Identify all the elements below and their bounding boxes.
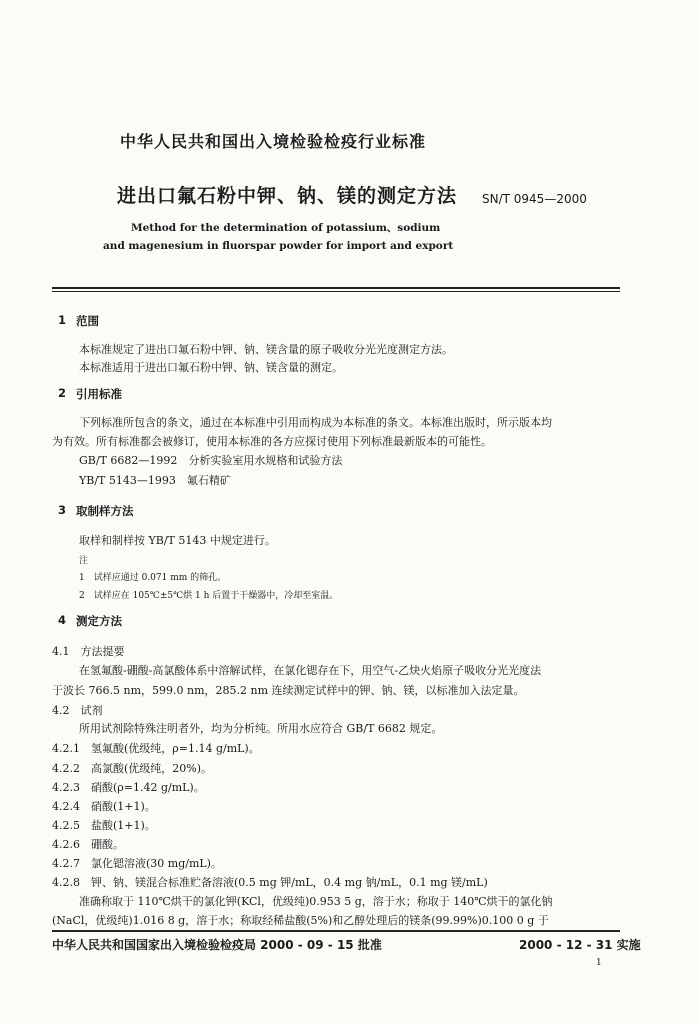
reagent-4-2-7: 4.2.7 氯化锶溶液(30 mg/mL)。 xyxy=(52,857,222,870)
reagent-4-2-3: 4.2.3 硝酸(ρ=1.42 g/mL)。 xyxy=(52,781,205,794)
section-2-para-line-1: 下列标准所包含的条文，通过在本标准中引用而构成为本标准的条文。本标准出版时，所示版本均 xyxy=(79,416,552,429)
section-2-title: 引用标准 xyxy=(76,387,122,401)
section-1-para-1: 本标准规定了进出口氟石粉中钾、钠、镁含量的原子吸收分光光度测定方法。 xyxy=(79,343,453,356)
reagent-4-2-4: 4.2.4 硝酸(1+1)。 xyxy=(52,800,156,813)
subsection-4-2-para: 所用试剂除特殊注明者外，均为分析纯。所用水应符合 GB/T 6682 规定。 xyxy=(79,722,443,735)
section-1-para-2: 本标准适用于进出口氟石粉中钾、钠、镁含量的测定。 xyxy=(79,361,343,374)
standard-title: 中华人民共和国出入境检验检疫行业标准 xyxy=(120,132,427,151)
english-title-line-1: Method for the determination of potassium、sodium xyxy=(131,222,441,234)
reagent-4-2-1: 4.2.1 氢氟酸(优级纯，ρ=1.14 g/mL)。 xyxy=(52,742,260,755)
section-2-para-line-2: 为有效。所有标准都会被修订，使用本标准的各方应探讨使用下列标准最新版本的可能性。 xyxy=(52,435,492,448)
section-3-para-1: 取样和制样按 YB/T 5143 中规定进行。 xyxy=(79,534,276,547)
standard-code: SN/T 0945—2000 xyxy=(482,192,587,206)
section-1-number: 1 xyxy=(58,313,67,327)
reagent-4-2-5: 4.2.5 盐酸(1+1)。 xyxy=(52,819,156,832)
section-3-note-2: 2 试样应在 105℃±5℃烘 1 h 后置于干燥器中，冷却至室温。 xyxy=(79,591,339,601)
section-3-note-label: 注 xyxy=(79,556,89,566)
footer-rule xyxy=(52,930,620,932)
footer-approval: 中华人民共和国国家出入境检验检疫局 2000 - 09 - 15 批准 xyxy=(52,938,382,952)
subsection-4-2-heading: 4.2 试剂 xyxy=(52,704,103,717)
section-3-number: 3 xyxy=(58,503,67,517)
reagent-4-2-8: 4.2.8 钾、钠、镁混合标准贮备溶液(0.5 mg 钾/mL，0.4 mg 钠/mL，0.1 mg 镁/mL) xyxy=(52,876,488,889)
reagent-4-2-8-para-line-2: (NaCl，优级纯)1.016 8 g，溶于水；称取经稀盐酸(5%)和乙醇处理后的镁条(99.99%)0.100 0 g 于 xyxy=(52,914,549,927)
section-2-reference-2: YB/T 5143—1993 氟石精矿 xyxy=(79,474,231,487)
reagent-4-2-8-para-line-1: 准确称取于 110℃烘干的氯化钾(KCl，优级纯)0.953 5 g，溶于水；称取于 140℃烘干的氯化钠 xyxy=(79,895,553,908)
section-4-title: 测定方法 xyxy=(76,614,122,628)
reagent-4-2-6: 4.2.6 硼酸。 xyxy=(52,838,124,851)
page-number: 1 xyxy=(596,958,602,968)
header-rule-thick xyxy=(52,287,620,289)
reagent-4-2-2: 4.2.2 高氯酸(优级纯，20%)。 xyxy=(52,762,213,775)
document-title: 进出口氟石粉中钾、钠、镁的测定方法 xyxy=(117,185,458,207)
subsection-4-1-para-line-2: 于波长 766.5 nm，599.0 nm，285.2 nm 连续测定试样中的钾、钠、镁，以标准加入法定量。 xyxy=(52,684,525,697)
section-3-title: 取制样方法 xyxy=(76,504,134,518)
subsection-4-1-heading: 4.1 方法提要 xyxy=(52,645,125,658)
section-1-title: 范围 xyxy=(76,314,99,328)
header-rule-thin xyxy=(52,291,620,292)
english-title-line-2: and magenesium in fluorspar powder for import and export xyxy=(103,240,454,252)
section-2-number: 2 xyxy=(58,386,67,400)
section-2-reference-1: GB/T 6682—1992 分析实验室用水规格和试验方法 xyxy=(79,454,343,467)
section-4-number: 4 xyxy=(58,613,67,627)
footer-implementation: 2000 - 12 - 31 实施 xyxy=(519,938,641,952)
subsection-4-1-para-line-1: 在氢氟酸-硼酸-高氯酸体系中溶解试样，在氯化锶存在下，用空气-乙炔火焰原子吸收分光光度法 xyxy=(79,664,542,677)
section-3-note-1: 1 试样应通过 0.071 mm 的筛孔。 xyxy=(79,573,227,583)
